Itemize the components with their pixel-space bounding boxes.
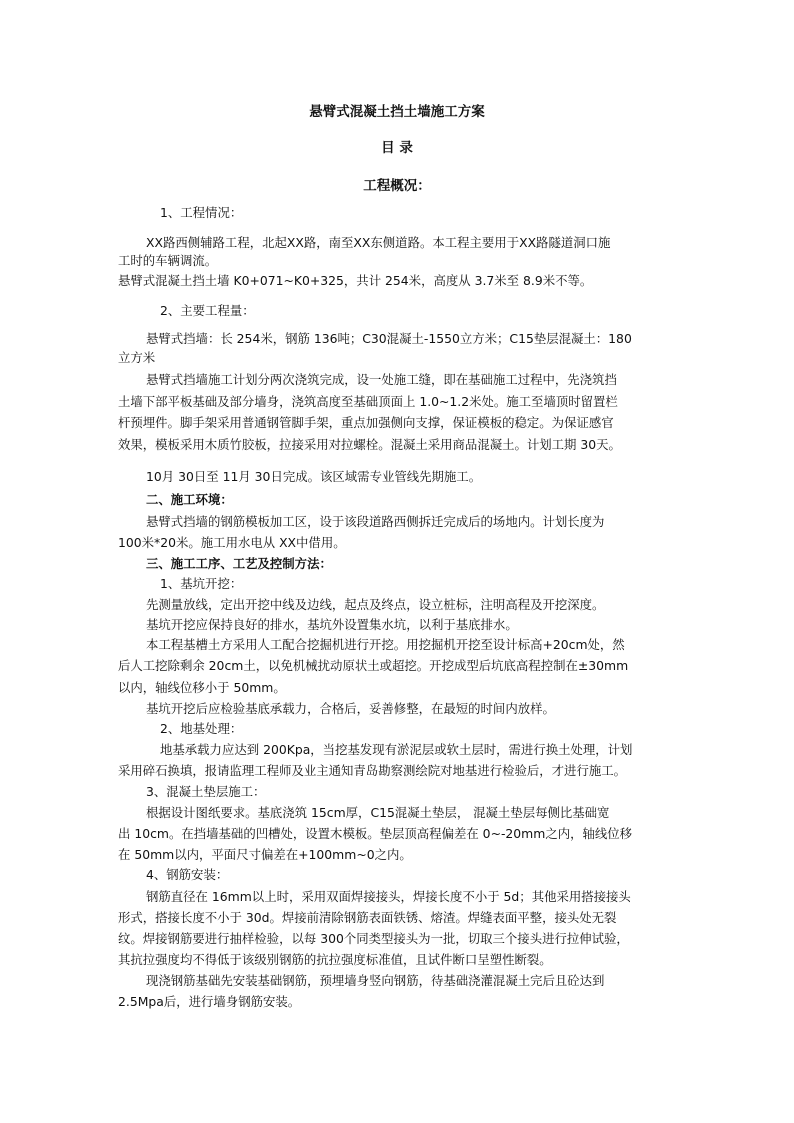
- paragraph: 现浇钢筋基础先安装基础钢筋，预埋墙身竖向钢筋，待基础浇灌混凝土完后且砼达到: [146, 973, 605, 988]
- paragraph: 工时的车辆调流。: [118, 253, 218, 268]
- subsection-heading: 4、钢筋安装：: [146, 867, 229, 882]
- paragraph: 10月 30日至 11月 30日完成。该区域需专业管线先期施工。: [146, 469, 482, 484]
- paragraph: 效果，模板采用木质竹胶板，拉接采用对拉螺栓。混凝土采用商品混凝土。计划工期 30天。: [118, 437, 621, 452]
- overview-heading: 工程概况：: [363, 178, 431, 194]
- subsection-heading: 1、基坑开挖：: [160, 576, 243, 591]
- paragraph: 钢筋直径在 16mm以上时，采用双面焊接接头，焊接长度不小于 5d；其他采用搭接接头: [146, 889, 631, 904]
- toc-heading: 目 录: [381, 140, 413, 156]
- paragraph: 先测量放线，定出开挖中线及边线，起点及终点，设立桩标，注明高程及开挖深度。: [146, 597, 605, 612]
- paragraph: 土墙下部平板基础及部分墙身，浇筑高度至基础顶面上 1.0~1.2米处。施工至墙顶时留置栏: [118, 394, 618, 409]
- paragraph: 100米*20米。施工用水电从 XX中借用。: [118, 535, 346, 550]
- paragraph: 在 50mm以内，平面尺寸偏差在+100mm~0之内。: [118, 847, 412, 862]
- subsection-heading: 3、混凝土垫层施工：: [146, 784, 266, 799]
- paragraph: 以内，轴线位移小于 50mm。: [118, 680, 286, 695]
- paragraph: 形式，搭接长度不小于 30d。焊接前清除钢筋表面铁锈、熔渣。焊缝表面平整，接头处无裂: [118, 910, 617, 925]
- paragraph: 出 10cm。在挡墙基础的凹槽处，设置木模板。垫层顶高程偏差在 0~-20mm之内，轴线位移: [118, 826, 633, 841]
- subsection-heading: 2、地基处理：: [160, 721, 243, 736]
- paragraph: XX路西侧辅路工程，北起XX路，南至XX东侧道路。本工程主要用于XX路隧道洞口施: [146, 235, 611, 250]
- paragraph: 地基承载力应达到 200Kpa，当挖基发现有淤泥层或软土层时，需进行换土处理，计划: [160, 742, 633, 757]
- paragraph: 悬臂式混凝土挡土墙 K0+071~K0+325，共计 254米，高度从 3.7米至 8.9米不等。: [118, 273, 593, 288]
- paragraph: 本工程基槽土方采用人工配合挖掘机进行开挖。用挖掘机开挖至设计标高+20cm处，然: [146, 637, 625, 652]
- paragraph: 根据设计图纸要求。基底浇筑 15cm厚，C15混凝土垫层， 混凝土垫层每侧比基础宽: [146, 805, 610, 820]
- section-1-heading: 1、工程情况：: [160, 205, 243, 220]
- paragraph: 采用碎石换填，报请监理工程师及业主通知青岛勘察测绘院对地基进行检验后，才进行施工。: [118, 763, 627, 778]
- paragraph: 基坑开挖应保持良好的排水，基坑外设置集水坑，以利于基底排水。: [146, 617, 518, 632]
- paragraph: 2.5Mpa后，进行墙身钢筋安装。: [118, 994, 301, 1009]
- section-2-heading: 2、主要工程量：: [160, 303, 255, 318]
- paragraph: 立方米: [118, 350, 156, 365]
- paragraph: 悬臂式挡墙施工计划分两次浇筑完成，设一处施工缝，即在基础施工过程中，先浇筑挡: [146, 372, 617, 387]
- section-heading: 二、施工环境：: [146, 492, 233, 507]
- document-title: 悬臂式混凝土挡土墙施工方案: [309, 104, 485, 120]
- paragraph: 杆预埋件。脚手架采用普通钢管脚手架，重点加强侧向支撑，保证模板的稳定。为保证感官: [118, 415, 614, 430]
- paragraph: 基坑开挖后应检验基底承载力，合格后，妥善修整，在最短的时间内放样。: [146, 701, 555, 716]
- paragraph: 其抗拉强度均不得低于该级别钢筋的抗拉强度标准值，且试件断口呈塑性断裂。: [118, 952, 552, 967]
- section-heading: 三、施工工序、工艺及控制方法：: [146, 556, 332, 571]
- paragraph: 后人工挖除剩余 20cm土，以免机械扰动原状土或超挖。开挖成型后坑底高程控制在±30mm: [118, 658, 629, 673]
- paragraph: 纹。焊接钢筋要进行抽样检验，以每 300个同类型接头为一批，切取三个接头进行拉伸试验，: [118, 931, 629, 946]
- paragraph: 悬臂式挡墙的钢筋模板加工区，设于该段道路西侧拆迁完成后的场地内。计划长度为: [146, 514, 605, 529]
- paragraph: 悬臂式挡墙：长 254米，钢筋 136吨；C30混凝土-1550立方米；C15垫层混凝土：180: [146, 331, 632, 346]
